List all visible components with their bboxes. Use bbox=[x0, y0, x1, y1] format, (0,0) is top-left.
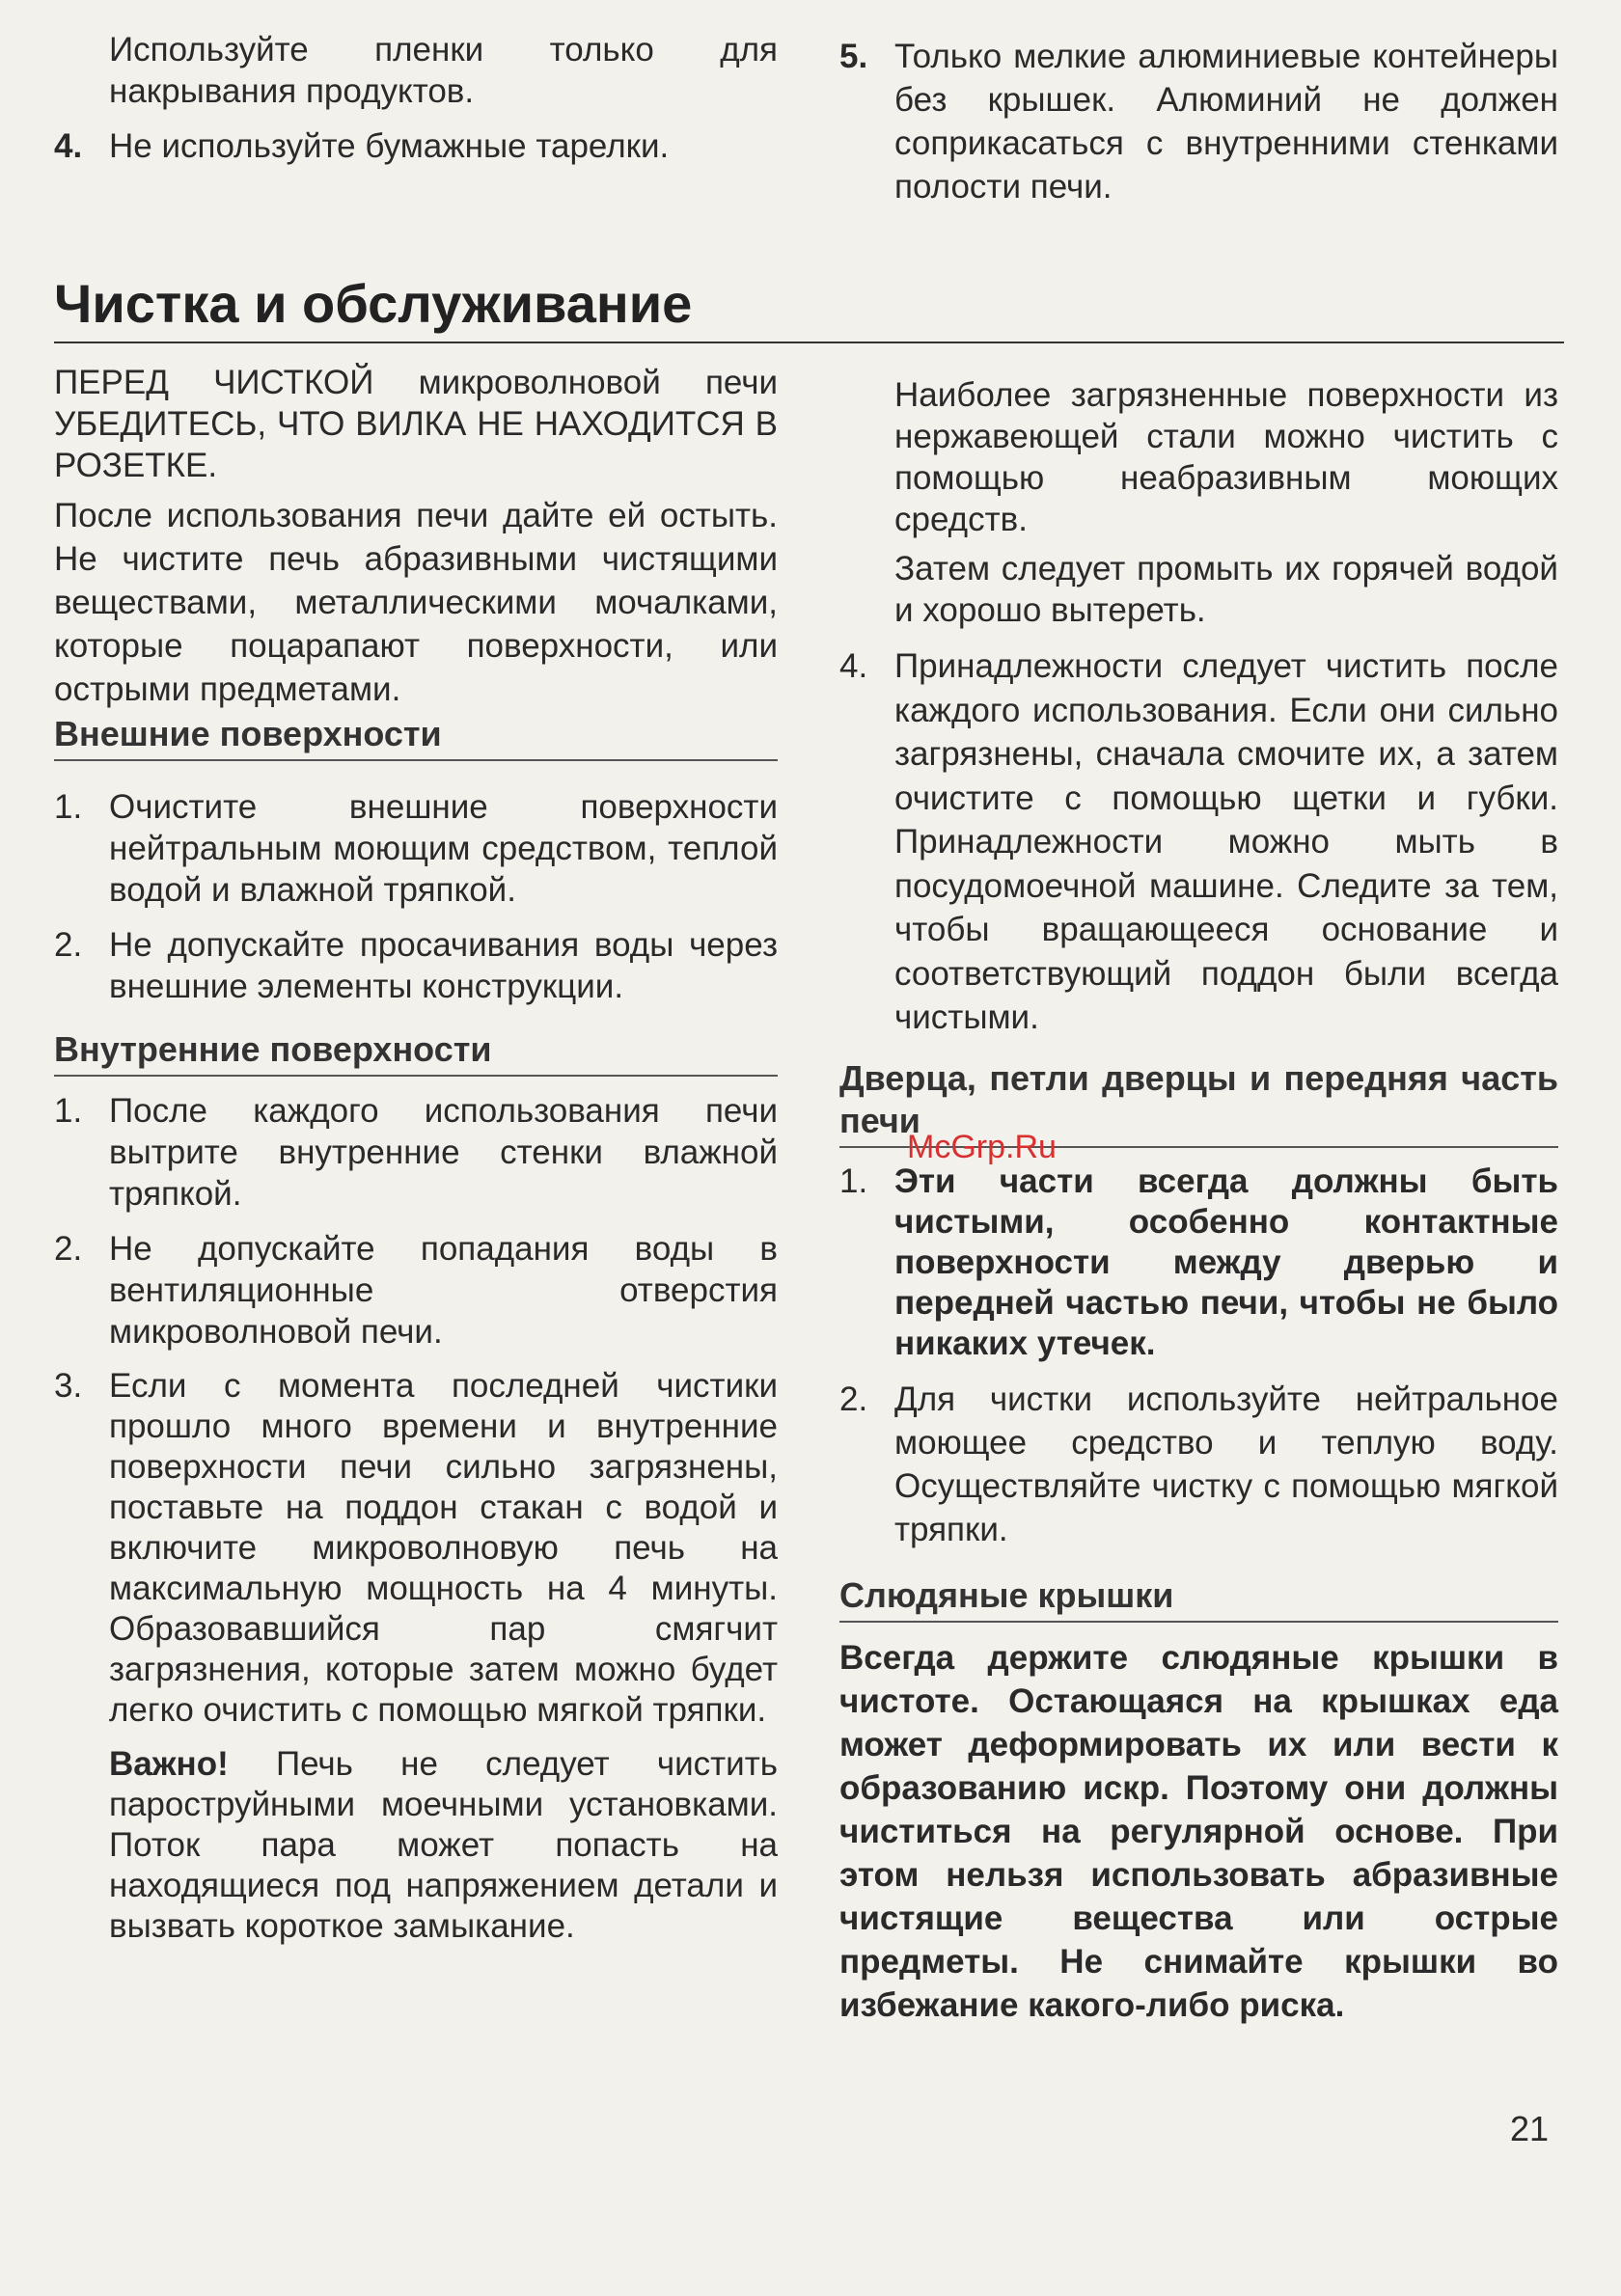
list-item bbox=[839, 374, 1558, 540]
intro-text: После использования печи дайте ей остыть. Не чистите печь абразивными чистящими веществами, металлическими мочалками, которые поцарапают поверхности, или острыми предметами. bbox=[54, 497, 778, 708]
item-number: 2. bbox=[54, 926, 83, 964]
door-heading: Дверца, петли дверцы и передняя часть печи bbox=[839, 1057, 1558, 1148]
item-text: После каждого использования печи вытрите внутренние стенки влажной тряпкой. bbox=[109, 1092, 778, 1213]
steel-text: Наиболее загрязненные поверхности из нержавеющей стали можно чистить с помощью неабразивным моющих средств. bbox=[894, 376, 1558, 538]
mica-text: Всегда держите слюдяные крышки в чистоте. Остающаяся на крышках еда может деформировать их или вести к образованию искр. Поэтому они должны чиститься на регулярной основе. При этом нельзя использовать абразивные чистящие вещества или острые предметы. Не снимайте крышки во избежание какого-либо риска. bbox=[839, 1638, 1558, 2024]
list-item bbox=[54, 29, 778, 112]
important-label: Важно! bbox=[109, 1745, 229, 1783]
list-item bbox=[839, 35, 1558, 208]
paper-plates-text: Не используйте бумажные тарелки. bbox=[109, 127, 670, 165]
warning-text: ПЕРЕД ЧИСТКОЙ микроволновой печи УБЕДИТЕСЬ, ЧТО ВИЛКА НЕ НАХОДИТСЯ В РОЗЕТКЕ. bbox=[54, 364, 778, 484]
list-item bbox=[54, 1090, 778, 1215]
list-item bbox=[54, 125, 778, 167]
top-left-column bbox=[54, 29, 778, 180]
left-column bbox=[54, 362, 778, 1960]
item-number: 1. bbox=[54, 1092, 83, 1130]
right-column bbox=[839, 374, 1558, 2027]
item-number: 4. bbox=[839, 647, 868, 685]
item-number: 2. bbox=[839, 1380, 868, 1418]
list-item bbox=[54, 924, 778, 1007]
section-title: Чистка и обслуживание bbox=[54, 270, 1564, 343]
top-right-column bbox=[839, 35, 1558, 222]
item-text: Не допускайте попадания воды в вентиляционные отверстия микроволновой печи. bbox=[109, 1230, 778, 1351]
item-text: Если с момента последней чистики прошло много времени и внутренние поверхности печи сильно загрязнены, поставьте на поддон стакан с водой и включите микроволновую печь на максимальную мощность на 4 минуты. Образовавшийся пар смягчит загрязнения, которые затем можно будет легко очистить с помощью мягкой тряпки. bbox=[109, 1367, 778, 1729]
important-note bbox=[54, 1744, 778, 1947]
item-text: Для чистки используйте нейтральное моющее средство и теплую воду. Осуществляйте чистку с помощью мягкой тряпки. bbox=[894, 1380, 1558, 1548]
mica-heading: Слюдяные крышки bbox=[839, 1574, 1558, 1623]
list-item bbox=[54, 1366, 778, 1731]
rinse-text: Затем следует промыть их горячей водой и хорошо вытереть. bbox=[894, 550, 1558, 629]
list-item bbox=[54, 786, 778, 911]
accessories-text: Принадлежности следует чистить после каждого использования. Если они сильно загрязнены, сначала смочите их, а затем очистите с помощью щетки и губки. Принадлежности можно мыть в посудомоечной машине. Следите за тем, чтобы вращающееся основание и соответствующий поддон были всегда чистыми. bbox=[894, 647, 1558, 1036]
list-item bbox=[839, 1162, 1558, 1364]
item-number: 3. bbox=[54, 1367, 83, 1405]
film-usage-text: Используйте пленки только для накрывания продуктов. bbox=[109, 31, 778, 110]
list-item bbox=[839, 1378, 1558, 1551]
important-text: Печь не следует чистить пароструйными моечными установками. Поток пара может попасть на находящиеся под напряжением детали и вызвать короткое замыкание. bbox=[109, 1745, 778, 1945]
item-number: 1. bbox=[839, 1162, 868, 1200]
list-item bbox=[54, 1228, 778, 1353]
item-text: Очистите внешние поверхности нейтральным моющим средством, теплой водой и влажной тряпкой. bbox=[109, 788, 778, 909]
list-item bbox=[839, 548, 1558, 631]
page-number: 21 bbox=[1509, 2109, 1549, 2148]
aluminium-text: Только мелкие алюминиевые контейнеры без крышек. Алюминий не должен соприкасаться с внутренними стенками полости печи. bbox=[894, 38, 1558, 205]
watermark: McGrp.Ru bbox=[907, 1129, 1057, 1165]
item-number: 2. bbox=[54, 1230, 83, 1268]
item-text: Эти части всегда должны быть чистыми, особенно контактные поверхности между дверью и передней частью печи, чтобы не было никаких утечек. bbox=[894, 1162, 1558, 1362]
item-number: 1. bbox=[54, 788, 83, 826]
item-number: 4. bbox=[54, 127, 83, 165]
internal-heading: Внутренние поверхности bbox=[54, 1028, 778, 1077]
external-heading: Внешние поверхности bbox=[54, 713, 778, 761]
list-item bbox=[839, 644, 1558, 1040]
item-text: Не допускайте просачивания воды через внешние элементы конструкции. bbox=[109, 926, 778, 1005]
item-number: 5. bbox=[839, 38, 868, 75]
